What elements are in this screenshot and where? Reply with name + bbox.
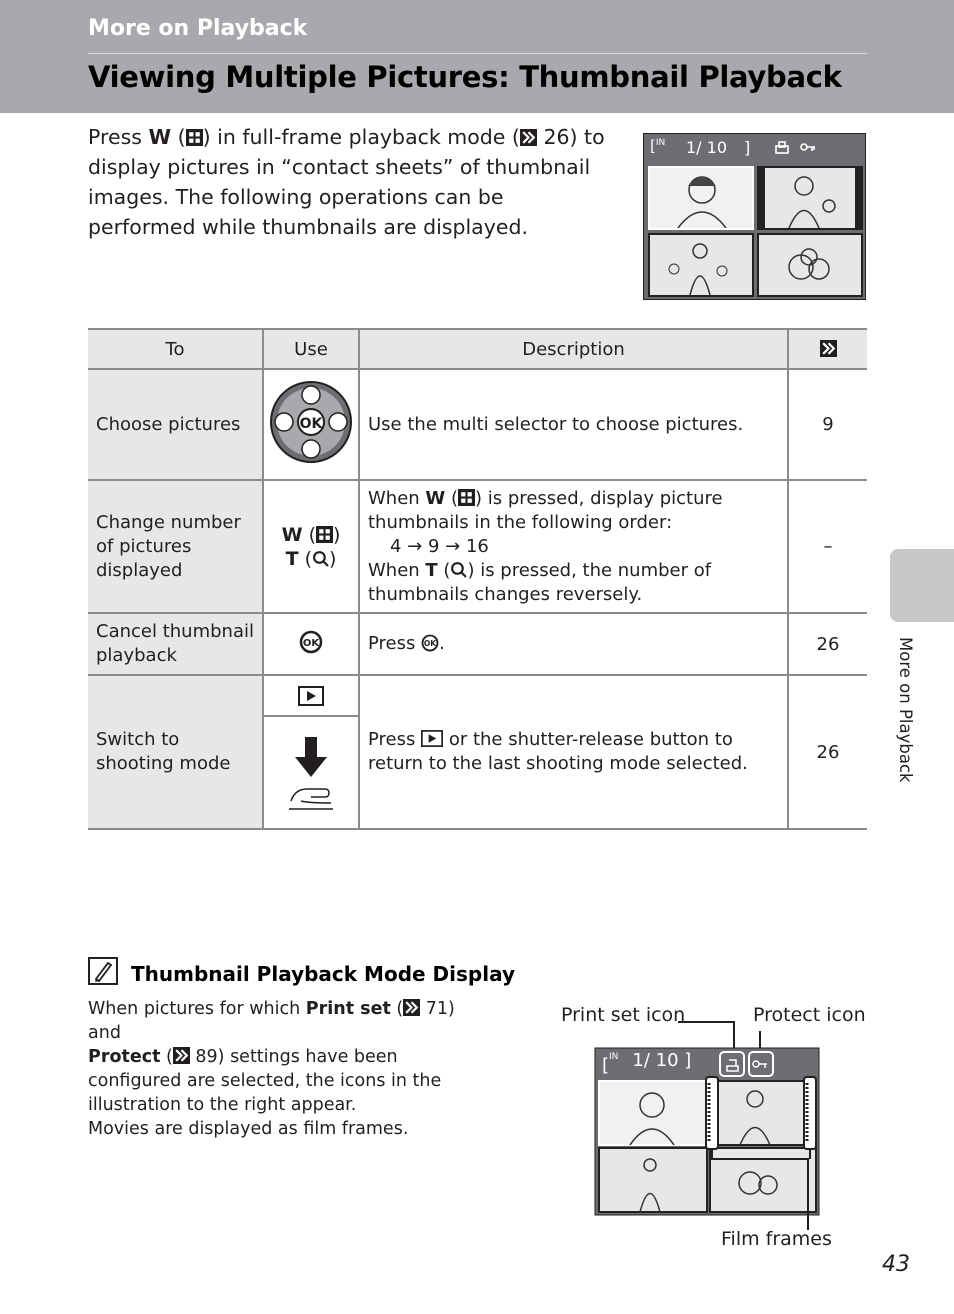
operations-table (88, 328, 867, 830)
table-row (88, 613, 867, 675)
ok-button-icon (421, 634, 439, 652)
row-to: Switch to shooting mode (88, 675, 263, 829)
zoom-icon (312, 550, 329, 567)
row-to: Cancel thumbnail playback (88, 613, 263, 675)
row-use: W ( ) T ( ) (263, 480, 359, 613)
svg-text:[: [ (602, 1055, 610, 1076)
col-header-description: Description (359, 329, 788, 369)
side-tab (890, 549, 954, 622)
thumbnail-icon (316, 526, 333, 543)
col-header-use: Use (263, 329, 359, 369)
page-ref-icon (173, 1047, 190, 1064)
row-page: 9 (788, 369, 867, 480)
note-body: When pictures for which Print set ( 71) and Protect ( 89) settings have been configured are selected, the icons in the illustration to the right appear. Movies are displayed as film frames. (88, 999, 455, 1139)
header-divider (88, 53, 867, 54)
svg-text:OK: OK (299, 416, 323, 432)
table-row (88, 480, 867, 613)
film-frames-label: Film frames (721, 1228, 832, 1250)
section-title: More on Playback (88, 16, 308, 41)
table-header-row (88, 329, 867, 369)
thumb-portrait (648, 166, 754, 230)
thumbnail-icon (458, 489, 475, 506)
row-to: Change number of pictures displayed (88, 480, 263, 613)
row-to: Choose pictures (88, 369, 263, 480)
table-row (88, 369, 867, 480)
row-page: 26 (788, 675, 867, 829)
multi-selector-icon (269, 380, 353, 464)
thumb-family (648, 233, 754, 297)
row-use (263, 369, 359, 480)
annotated-screen-diagram (590, 1015, 830, 1235)
row-use (263, 613, 359, 675)
playback-button-icon (298, 686, 324, 706)
page-number: 43 (882, 1252, 910, 1277)
w-key: W (281, 523, 303, 546)
row-description: Press OK . (359, 613, 788, 675)
thumbnail-icon (186, 129, 203, 146)
table-row (88, 675, 867, 829)
note-pencil-icon (88, 957, 118, 985)
protect-icon-label: Protect icon (753, 1004, 866, 1026)
row-description: Press or the shutter-release button to return to the last shooting mode selected. (359, 675, 788, 829)
print-icon (774, 141, 790, 155)
print-set-icon-label: Print set icon (561, 1004, 686, 1026)
row-description: When W ( ) is pressed, display picture thumbnails in the following order: 4 → 9 → 16 When T ( ) is pressed, the number of thumbnails changes reversely. (359, 480, 788, 613)
playback-button-icon (421, 730, 443, 747)
intro-paragraph: Press W ( ) in full-frame playback mode ( 26) to display pictures in “contact sheets” of thumbnail images. The following operations can be performed while thumbnails are displayed. (88, 125, 605, 239)
diagram-counter: $^{IN}$ 1/ 10 ] (609, 1050, 692, 1071)
thumbnail-screen-example (643, 133, 866, 300)
row-use (263, 675, 359, 829)
svg-text:OK: OK (302, 637, 320, 649)
svg-text:OK: OK (424, 639, 437, 648)
order-sequence: 4 → 9 → 16 (390, 535, 489, 557)
key-icon (800, 142, 816, 152)
side-tab-label: More on Playback (896, 637, 915, 783)
thumb-mother-child (757, 166, 863, 230)
row-page: – (788, 480, 867, 613)
page-title: Viewing Multiple Pictures: Thumbnail Playback (88, 60, 842, 94)
screen-status-bar: [$^{IN}$ 1/ 10 ] (644, 134, 865, 162)
thumb-flowers (757, 233, 863, 297)
t-key: T (285, 547, 299, 570)
page-ref-icon (520, 129, 537, 146)
row-page: 26 (788, 613, 867, 675)
row-description: Use the multi selector to choose pictures. (359, 369, 788, 480)
ok-button-icon (299, 630, 323, 654)
zoom-icon (450, 561, 467, 578)
col-header-page (788, 329, 867, 369)
note-title: Thumbnail Playback Mode Display (131, 962, 515, 986)
col-header-to: To (88, 329, 263, 369)
page-ref-icon (820, 340, 837, 357)
header-band (0, 0, 954, 113)
page-ref-icon (403, 999, 420, 1016)
shutter-release-icon (281, 731, 341, 815)
